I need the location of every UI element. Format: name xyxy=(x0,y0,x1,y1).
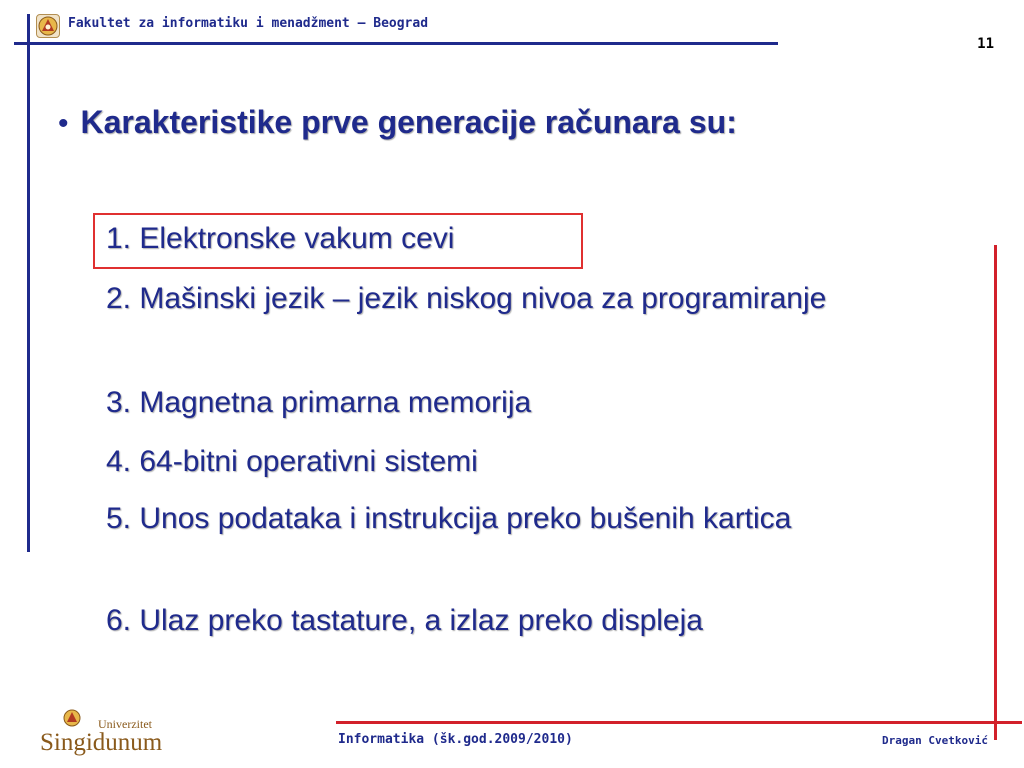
page-number: 11 xyxy=(977,36,994,52)
bullet-icon: • xyxy=(58,107,69,140)
singidunum-logo xyxy=(38,708,178,756)
slide-heading xyxy=(58,104,737,141)
author-name: Dragan Cvetković xyxy=(882,734,988,747)
logo-main-text: Singidunum xyxy=(40,729,163,756)
header-divider-line xyxy=(14,42,778,45)
left-frame-line xyxy=(27,14,30,552)
institution-name: Fakultet za informatiku i menadžment – Beograd xyxy=(68,16,429,31)
university-crest-icon xyxy=(36,14,60,38)
footer-divider-line xyxy=(336,721,1022,724)
logo-top-text: Univerzitet xyxy=(98,717,152,731)
heading-text: Karakteristike prve generacije računara su: xyxy=(80,104,737,140)
course-name: Informatika (šk.god.2009/2010) xyxy=(338,732,573,747)
list-item: 2. Mašinski jezik – jezik niskog nivoa za programiranje xyxy=(106,282,827,315)
list-item: 5. Unos podataka i instrukcija preko bušenih kartica xyxy=(106,502,792,535)
list-item: 4. 64-bitni operativni sistemi xyxy=(106,445,478,478)
right-frame-line xyxy=(994,245,997,740)
list-item: 3. Magnetna primarna memorija xyxy=(106,386,532,419)
list-item: 1. Elektronske vakum cevi xyxy=(106,222,455,255)
list-item: 6. Ulaz preko tastature, a izlaz preko displeja xyxy=(106,604,703,637)
